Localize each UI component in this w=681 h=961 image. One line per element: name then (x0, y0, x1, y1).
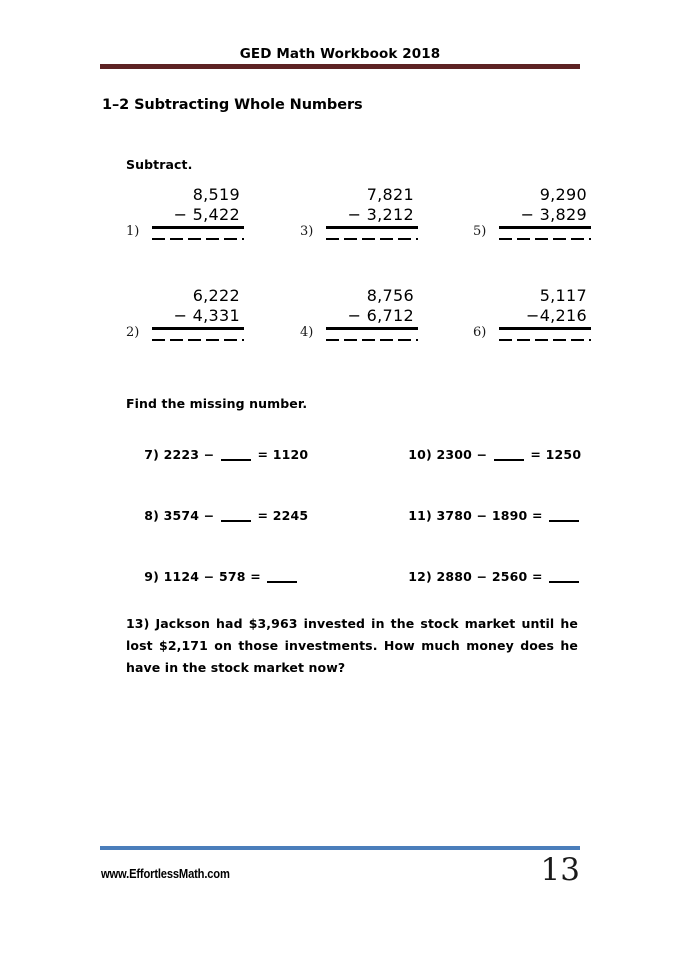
equation-blank[interactable] (549, 581, 579, 583)
problem-stack (326, 286, 418, 341)
equation-prefix: 10) 2300 − (408, 447, 492, 462)
answer-blank-line[interactable] (499, 238, 591, 240)
problem-stack (152, 185, 244, 240)
equation-suffix: = 2245 (252, 508, 309, 523)
subtrahend: − 3,212 (347, 205, 414, 224)
problem-number: 4) (300, 325, 314, 340)
footer-website[interactable]: www.EffortlessMath.com (101, 866, 230, 881)
answer-blank-line[interactable] (152, 238, 244, 240)
instruction-find-missing-number: Find the missing number. (126, 396, 308, 411)
equation-prefix: 7) 2223 − (144, 447, 219, 462)
equation-prefix: 12) 2880 − 2560 = (408, 569, 548, 584)
equation-suffix: = 1250 (525, 447, 582, 462)
problem-number: 2) (126, 325, 140, 340)
equation-8 (126, 493, 308, 538)
problem-1 (126, 185, 276, 265)
operation-bar (152, 226, 244, 229)
problem-6 (473, 286, 623, 366)
equation-suffix: = 1120 (252, 447, 309, 462)
instruction-subtract: Subtract. (126, 157, 193, 172)
problem-stack (152, 286, 244, 341)
problem-number: 6) (473, 325, 487, 340)
minuend: 8,519 (192, 185, 240, 204)
equation-blank[interactable] (549, 520, 579, 522)
problem-2 (126, 286, 276, 366)
subtrahend: −4,216 (525, 306, 587, 325)
equation-12 (390, 554, 581, 599)
answer-blank-line[interactable] (499, 339, 591, 341)
equation-blank[interactable] (221, 459, 251, 461)
minuend: 7,821 (366, 185, 414, 204)
operation-bar (326, 226, 418, 229)
equation-blank[interactable] (494, 459, 524, 461)
equation-prefix: 8) 3574 − (144, 508, 219, 523)
subtrahend: − 4,331 (173, 306, 240, 325)
header-divider-rule (100, 64, 580, 69)
problem-3 (300, 185, 450, 265)
page-header-title: GED Math Workbook 2018 (239, 46, 441, 62)
problem-5 (473, 185, 623, 265)
minuend: 5,117 (539, 286, 587, 305)
word-problem-13: 13) Jackson had $3,963 invested in the stock market until he lost $2,171 on those investments. How much money does he have in the stock market now? (126, 616, 578, 675)
page-number: 13 (540, 852, 580, 888)
problem-number: 3) (300, 224, 314, 239)
equation-10 (390, 432, 581, 477)
minuend: 8,756 (366, 286, 414, 305)
subtrahend: − 6,712 (347, 306, 414, 325)
problem-number: 1) (126, 224, 140, 239)
minuend: 6,222 (192, 286, 240, 305)
problem-number: 5) (473, 224, 487, 239)
problem-stack (326, 185, 418, 240)
equation-prefix: 9) 1124 − 578 = (144, 569, 266, 584)
subtrahend: − 3,829 (520, 205, 587, 224)
minuend: 9,290 (539, 185, 587, 204)
equation-7 (126, 432, 308, 477)
operation-bar (499, 226, 591, 229)
answer-blank-line[interactable] (326, 238, 418, 240)
equation-prefix: 11) 3780 − 1890 = (408, 508, 548, 523)
equation-9 (126, 554, 299, 599)
operation-bar (152, 327, 244, 330)
equation-blank[interactable] (221, 520, 251, 522)
problem-stack (499, 185, 591, 240)
answer-blank-line[interactable] (152, 339, 244, 341)
operation-bar (326, 327, 418, 330)
subtrahend: − 5,422 (173, 205, 240, 224)
footer-divider-rule (100, 846, 580, 850)
equation-blank[interactable] (267, 581, 297, 583)
problem-stack (499, 286, 591, 341)
answer-blank-line[interactable] (326, 339, 418, 341)
equation-11 (390, 493, 581, 538)
operation-bar (499, 327, 591, 330)
section-title: 1–2 Subtracting Whole Numbers (102, 97, 363, 113)
problem-4 (300, 286, 450, 366)
